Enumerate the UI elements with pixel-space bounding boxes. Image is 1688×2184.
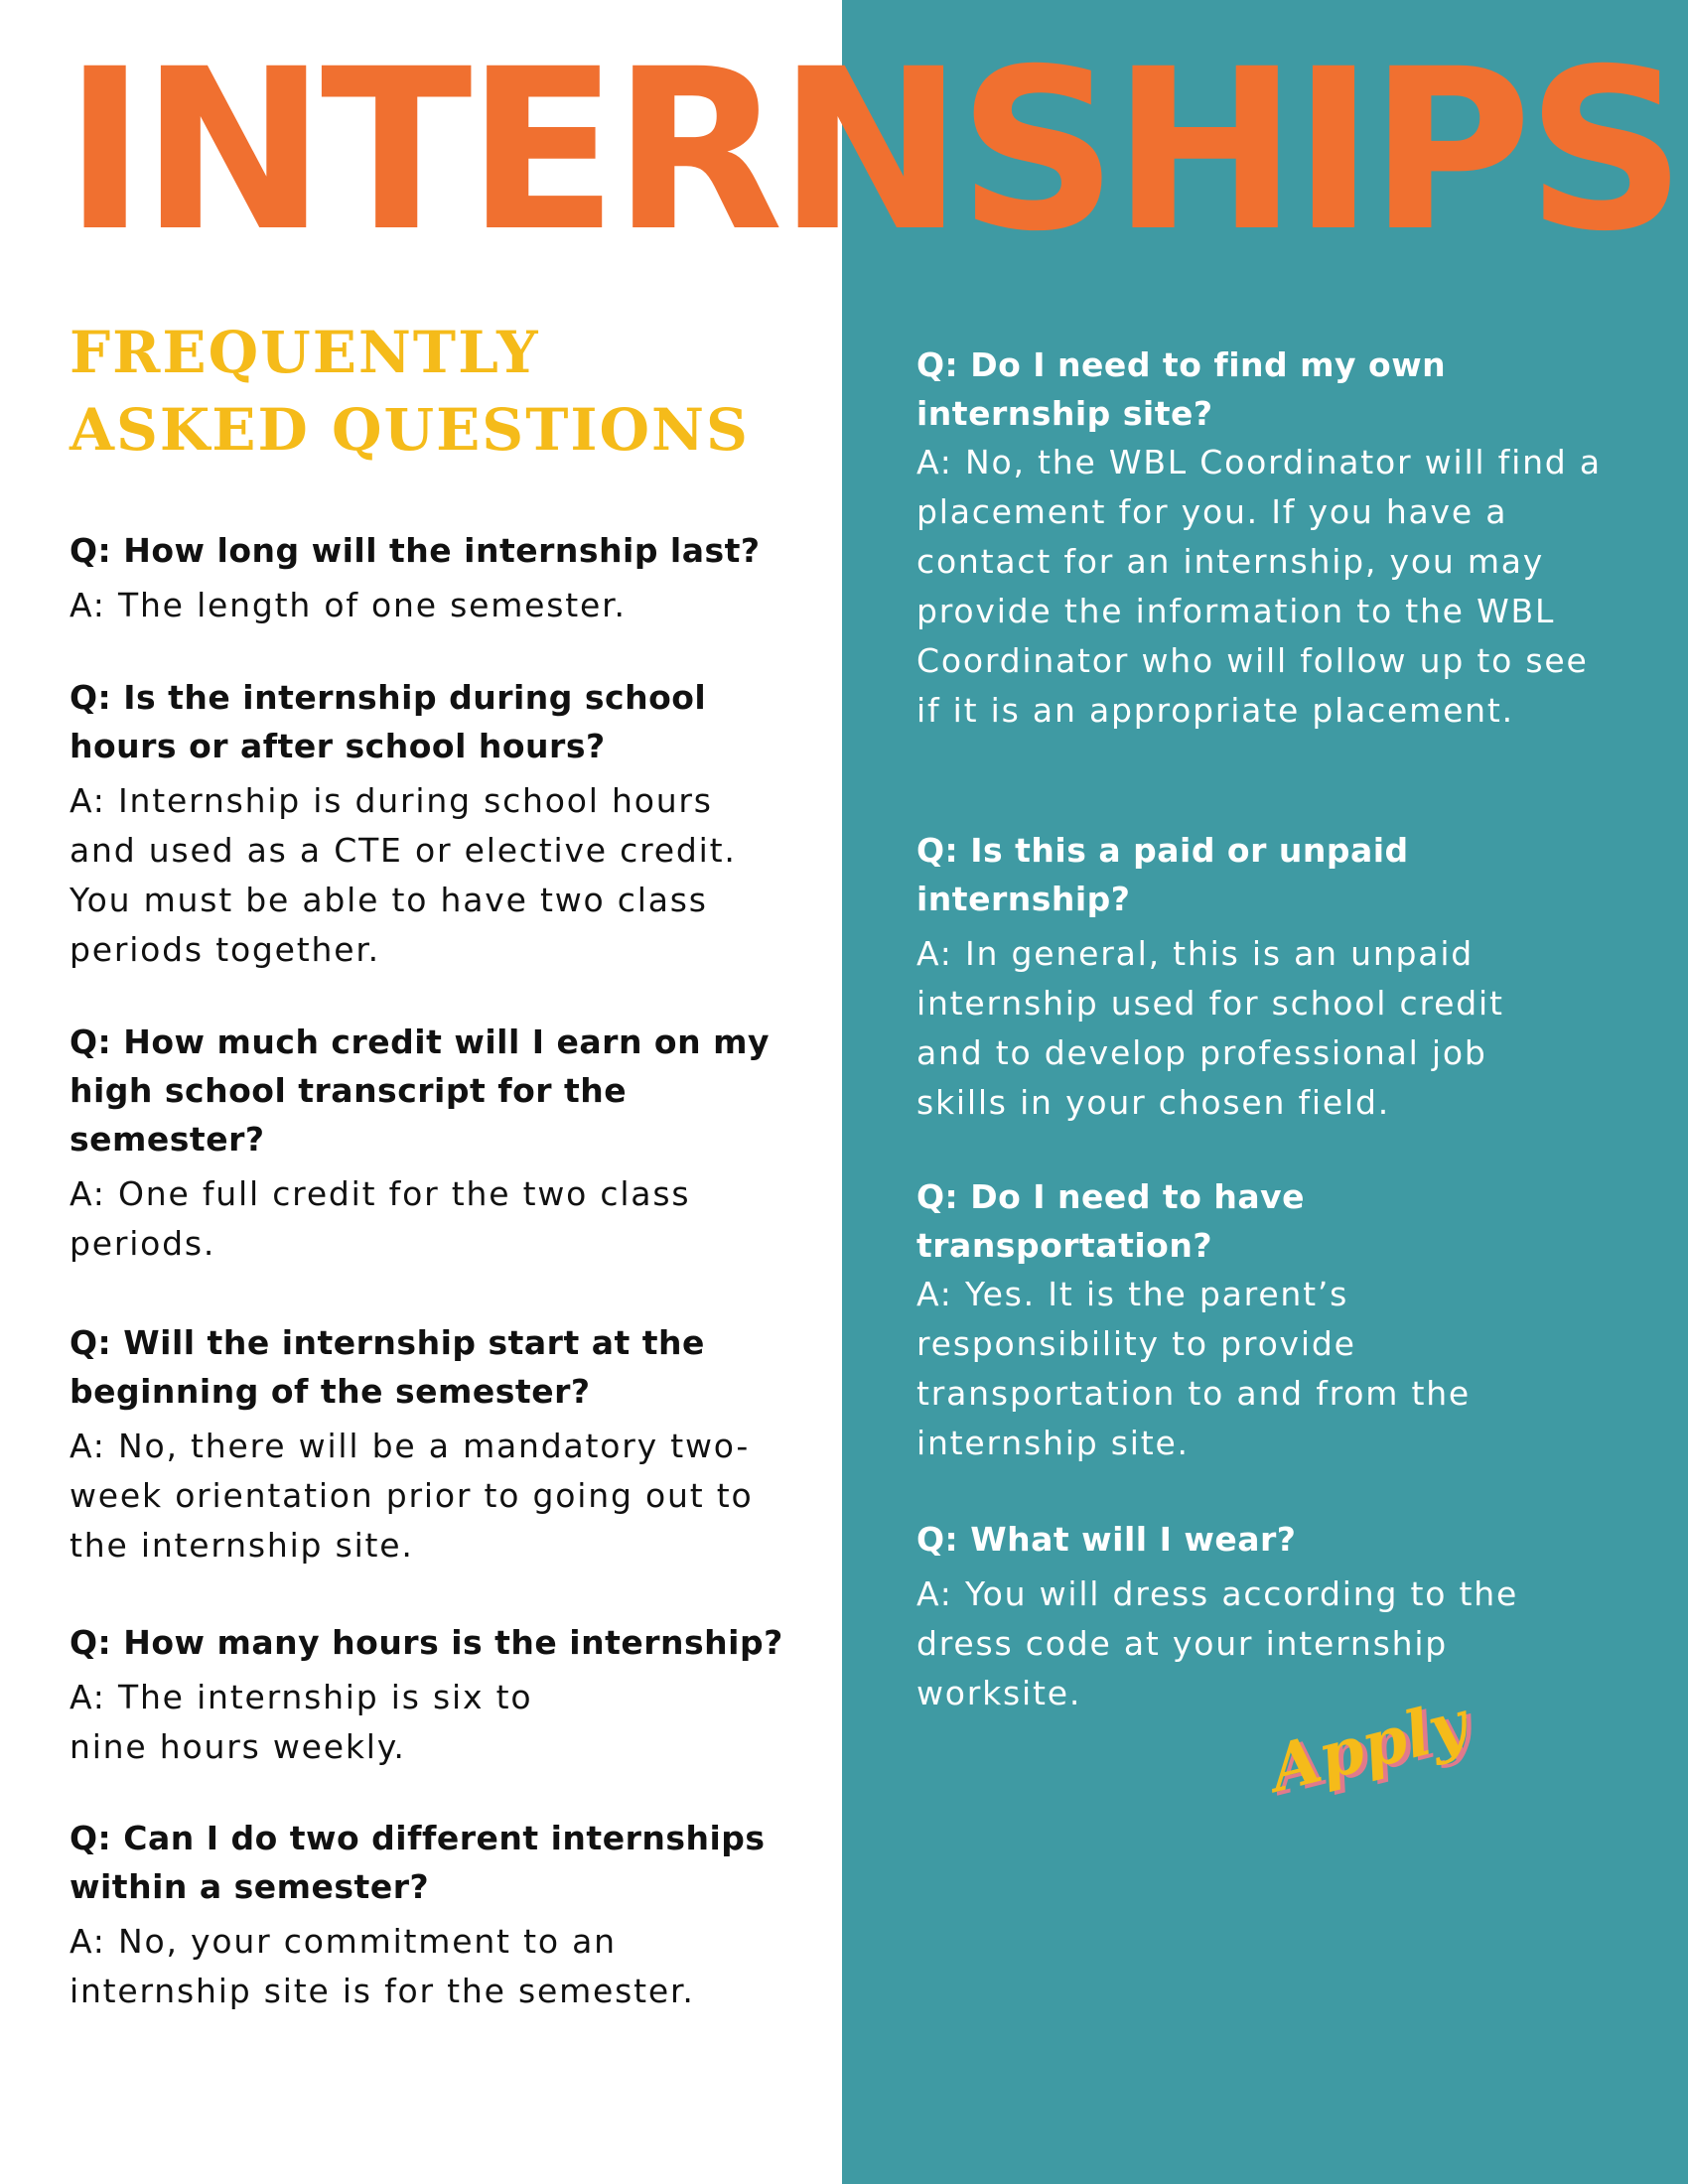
faq-item: [916, 341, 1612, 736]
faq-item: [70, 526, 804, 630]
subtitle-line-1: FREQUENTLY: [70, 319, 540, 386]
faq-question: Q: How much credit will I earn on my high school transcript for the semester?: [70, 1023, 770, 1159]
faq-answer: A: No, your commitment to an internship site is for the semester.: [70, 1922, 695, 2010]
faq-answer: A: The internship is six to nine hours weekly.: [70, 1678, 533, 1766]
faq-item: [916, 1172, 1612, 1468]
faq-answer: A: No, the WBL Coordinator will find a placement for you. If you have a contact for an internship, you may provide the information to the WBL Coordinator who will follow up to see if it is an appropriate placement.: [916, 443, 1602, 730]
faq-answer: A: Internship is during school hours and used as a CTE or elective credit. You must be able to have two class periods together.: [70, 781, 737, 969]
faq-answer: A: The length of one semester.: [70, 586, 627, 624]
faq-item: [70, 1018, 804, 1269]
faq-question: Q: How many hours is the internship?: [70, 1623, 783, 1662]
faq-question: Q: Do I need to have transportation?: [916, 1177, 1306, 1265]
faq-item: [70, 1318, 765, 1570]
apply-link[interactable]: Apply: [1262, 1686, 1475, 1808]
faq-answer: A: You will dress according to the dress code at your internship worksite.: [916, 1574, 1519, 1712]
faq-question: Q: Can I do two different internships within a semester?: [70, 1819, 766, 1906]
page-title: INTERNSHIPS: [64, 21, 1681, 280]
faq-question: Q: Will the internship start at the beginning of the semester?: [70, 1323, 705, 1411]
faq-item: [70, 1618, 824, 1772]
faq-question: Q: How long will the internship last?: [70, 531, 761, 570]
subtitle-line-2: ASKED QUESTIONS: [70, 396, 750, 464]
faq-question: Q: Is this a paid or unpaid internship?: [916, 831, 1409, 918]
faq-item: [70, 673, 765, 975]
faq-answer: A: No, there will be a mandatory two-week orientation prior to going out to the internship site.: [70, 1427, 754, 1565]
faq-question: Q: Do I need to find my own internship site?: [916, 345, 1447, 433]
faq-question: Q: Is the internship during school hours or after school hours?: [70, 678, 707, 765]
faq-item: [916, 1515, 1612, 1718]
faq-item: [916, 826, 1612, 1128]
faq-answer: A: Yes. It is the parent’s responsibility to provide transportation to and from the internship site.: [916, 1275, 1472, 1462]
faq-answer: A: One full credit for the two class periods.: [70, 1174, 691, 1263]
page-subtitle: [70, 314, 750, 469]
faq-item: [70, 1814, 804, 2016]
faq-question: Q: What will I wear?: [916, 1520, 1297, 1559]
faq-answer: A: In general, this is an unpaid internship used for school credit and to develop professional job skills in your chosen field.: [916, 934, 1504, 1122]
